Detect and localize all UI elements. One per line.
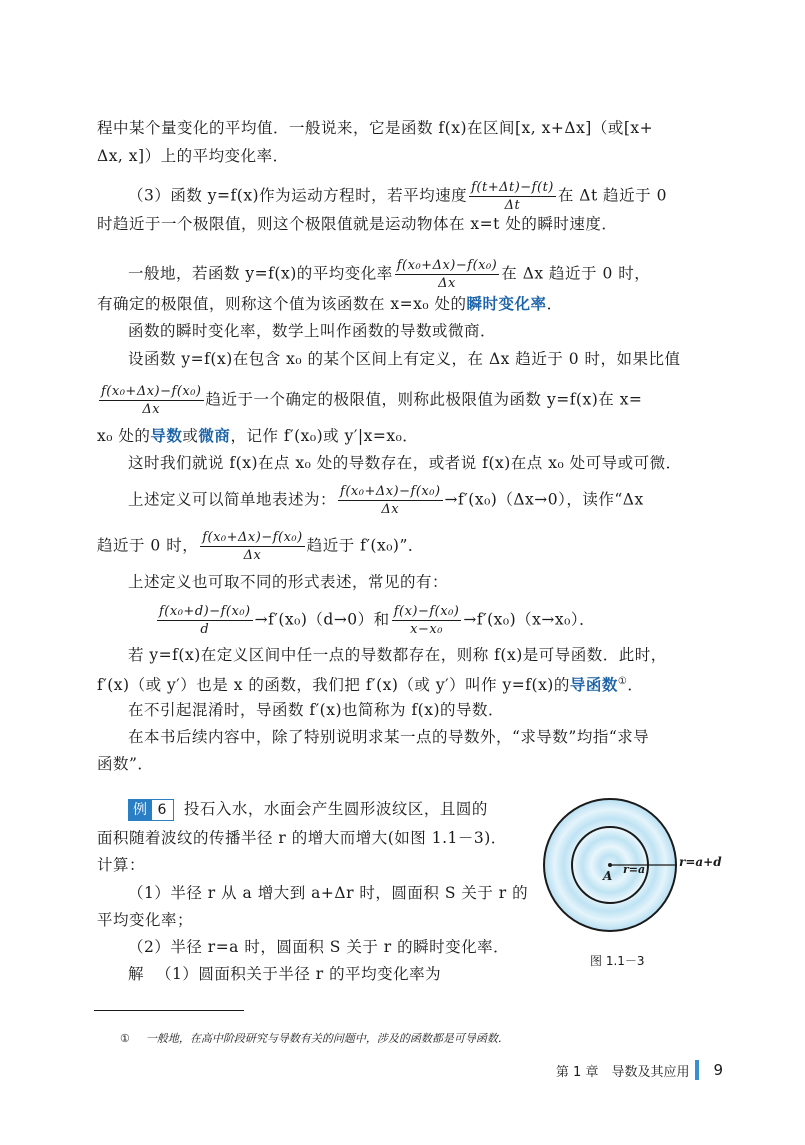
text: ． [627,676,644,695]
text: 一般地，若函数 y=f(x)的平均变化率 [128,264,393,283]
example-line: 面积随着波纹的传播半径 r 的增大而增大(如图 1.1－3)． [97,829,507,847]
denominator: Δx [142,402,161,417]
text: 投石入水，水面会产生圆形波纹区，且圆的 [183,800,488,818]
fraction [395,258,500,291]
paragraph-line: 程中某个量变化的平均值．一般说来，它是函数 f(x)在区间[x, x+Δx]（或[x+ [97,119,654,137]
center-label: A [603,869,613,883]
figure-ripple-circles [540,790,740,970]
denominator: Δx [243,548,262,563]
example-heading [128,799,488,821]
example-question-2: （2）半径 r=a 时，圆面积 S 关于 r 的瞬时变化率． [128,938,510,956]
text: 或 [182,427,199,445]
text: 在 Δx 趋近于 0 时， [501,264,651,283]
numerator: f(x₀+Δx)−f(x₀) [396,258,498,273]
footnote-marker[interactable]: ① [617,676,628,687]
example-solution [128,964,441,984]
inner-radius-label: r=a [623,863,646,876]
term-instantaneous-rate: 瞬时变化率 [466,294,547,313]
paragraph-line [97,426,418,446]
numerator: f(x₀+Δx)−f(x₀) [202,530,303,545]
text: （3）函数 y=f(x)作为运动方程时，若平均速度 [128,186,468,205]
text: f′(x)（或 y′）也是 x 的函数，我们把 f′(x)（或 y′）叫作 y=f(x)的 [97,676,570,695]
text: 趋近于一个确定的极限值，则称此极限值为函数 y=f(x)在 x= [205,390,643,409]
paragraph-velocity [128,180,667,213]
fraction [392,604,462,637]
example-number: 6 [152,800,173,820]
outer-radius-label: r=a+d [679,855,722,869]
footer-accent-bar [695,1060,699,1080]
paragraph-line: Δx, x]）上的平均变化率． [97,147,289,165]
term-derived-function: 导函数 [569,675,618,695]
figure-caption: 图 1.1－3 [590,954,645,968]
term-derivative: 导数 [150,426,183,445]
paragraph-line: 设函数 y=f(x)在包含 x₀ 的某个区间上有定义，在 Δx 趋近于 0 时，如果比值 [128,350,681,368]
text: ． [546,295,563,313]
denominator: x−x₀ [410,622,443,637]
example-question-1: （1）半径 r 从 a 增大到 a+Δr 时，圆面积 S 关于 r 的 [128,884,529,902]
footnote-divider [94,1010,244,1011]
numerator: f(x₀+Δx)−f(x₀) [101,384,202,399]
text: →f′(x₀)（x→x₀）． [463,610,596,629]
fraction [157,604,253,637]
paragraph-line: 函数”． [97,755,154,773]
example-line: 平均变化率； [97,911,194,929]
paragraph-line [97,294,563,314]
text: 趋近于 0 时， [97,536,199,555]
footnote-marker: ① [120,1032,130,1045]
example-line: 计算： [97,856,146,874]
text: →f′(x₀)（d→0）和 [254,610,390,629]
paragraph-line: 若 y=f(x)在定义区间中任一点的导数都存在，则称 f(x)是可导函数．此时， [128,646,667,664]
paragraph-simple-form [128,484,644,517]
numerator: f(x)−f(x₀) [393,604,460,619]
denominator: Δt [504,198,521,213]
text: x₀ 处的 [97,427,151,445]
numerator: f(x₀+Δx)−f(x₀) [340,484,441,499]
numerator: f(x₀+d)−f(x₀) [159,604,251,619]
text: 趋近于 f′(x₀)”． [306,536,424,555]
paragraph-line: 在不引起混淆时，导函数 f′(x)也简称为 f(x)的导数． [128,701,505,719]
numerator: f(t+Δt)−f(t) [471,180,554,195]
fraction [469,180,556,213]
denominator: d [200,622,210,637]
paragraph-line [97,530,424,563]
chapter-title: 第 1 章 导数及其应用 [555,1064,690,1080]
text: 在 Δt 趋近于 0 [557,186,667,205]
fraction [200,530,305,563]
footnote [120,1030,509,1046]
paragraph-line: 在本书后续内容中，除了特别说明求某一点的导数外，“求导数”均指“求导 [128,728,650,746]
example-label: 例 [129,800,152,820]
footnote-text: 一般地，在高中阶段研究与导数有关的问题中，涉及的函数都是可导函数． [145,1032,509,1045]
text: 有确定的极限值，则称这个值为该函数在 x=x₀ 处的 [97,295,467,313]
paragraph-line: 函数的瞬时变化率，数学上叫作函数的导数或微商． [128,322,497,340]
term-differential-quotient: 微商 [198,426,231,445]
paragraph-line: 时趋近于一个极限值，则这个极限值就是运动物体在 x=t 处的瞬时速度． [97,215,618,233]
solution-label: 解 [128,965,145,983]
page-footer [556,1060,723,1080]
paragraph-line: 这时我们就说 f(x)在点 x₀ 处的导数存在，或者说 f(x)在点 x₀ 处可导或可微． [128,454,682,472]
paragraph-line [97,672,643,695]
formula-alternate-forms [155,604,595,637]
paragraph-definition [97,384,642,417]
text: 上述定义可以简单地表述为： [128,490,337,509]
text: →f′(x₀)（Δx→0），读作“Δx [444,490,644,509]
fraction [338,484,443,517]
paragraph-general [128,258,650,291]
text: ，记作 f′(x₀)或 y′|x=x₀． [230,427,419,445]
page-number: 9 [713,1061,723,1079]
fraction [99,384,204,417]
denominator: Δx [438,276,456,291]
example-badge [128,799,174,821]
paragraph-line: 上述定义也可取不同的形式表述，常见的有： [128,573,449,591]
text: （1）圆面积关于半径 r 的平均变化率为 [156,965,442,983]
denominator: Δx [381,502,400,517]
